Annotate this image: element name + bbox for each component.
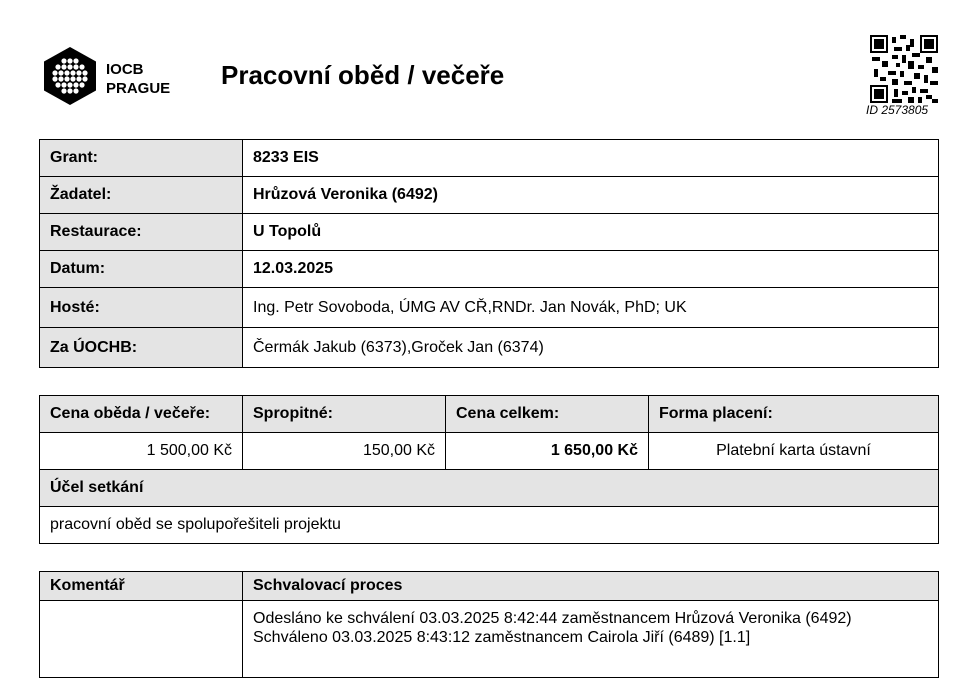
org-name [106,60,170,98]
table-row [40,572,939,601]
meal-price-value: 1 500,00 Kč [40,433,243,470]
table-row [40,470,939,507]
for-institute-label: Za ÚOCHB: [40,328,243,368]
total-price-label: Cena celkem: [446,396,649,433]
meal-price-label: Cena oběda / večeře: [40,396,243,433]
table-row [40,214,939,251]
comment-label: Komentář [40,572,243,601]
purpose-label: Účel setkání [40,470,939,507]
approval-table [39,571,939,678]
restaurant-value: U Topolů [243,214,939,251]
grant-value: 8233 EIS [243,140,939,177]
table-row [40,140,939,177]
table-row [40,288,939,328]
table-row [40,328,939,368]
table-row [40,601,939,678]
payment-method-value: Platební karta ústavní [649,433,939,470]
table-row [40,251,939,288]
approval-entry-submitted: Odesláno ke schválení 03.03.2025 8:42:44 zaměstnancem Hrůzová Veronika (6492) [253,610,852,627]
tip-value: 150,00 Kč [243,433,446,470]
table-row [40,177,939,214]
restaurant-label: Restaurace: [40,214,243,251]
date-label: Datum: [40,251,243,288]
purpose-value: pracovní oběd se spolupořešiteli projektu [40,507,939,544]
iocb-logo [40,46,100,106]
table-row [40,433,939,470]
comment-value [40,601,243,678]
requester-value: Hrůzová Veronika (6492) [243,177,939,214]
approval-entry-approved: Schváleno 03.03.2025 8:43:12 zaměstnancem Cairola Jiří (6489) [1.1] [253,629,751,646]
for-institute-value: Čermák Jakub (6373),Groček Jan (6374) [243,328,939,368]
approval-process-label: Schvalovací proces [243,572,939,601]
org-name-line1: IOCB [106,61,144,78]
guests-label: Hosté: [40,288,243,328]
request-info-table [39,139,939,368]
approval-process-value [243,601,939,678]
tip-label: Spropitné: [243,396,446,433]
document-id: ID 2573805 [866,103,929,117]
org-name-line2: PRAGUE [106,80,171,97]
guests-value: Ing. Petr Sovoboda, ÚMG AV CŘ,RNDr. Jan Novák, PhD; UK [243,288,939,328]
table-row [40,507,939,544]
payment-method-label: Forma placení: [649,396,939,433]
grant-label: Grant: [40,140,243,177]
total-price-value: 1 650,00 Kč [446,433,649,470]
requester-label: Žadatel: [40,177,243,214]
table-row [40,396,939,433]
date-value: 12.03.2025 [243,251,939,288]
page-title: Pracovní oběd / večeře [221,60,505,90]
cost-table [39,395,939,544]
qr-code-icon [870,35,938,103]
